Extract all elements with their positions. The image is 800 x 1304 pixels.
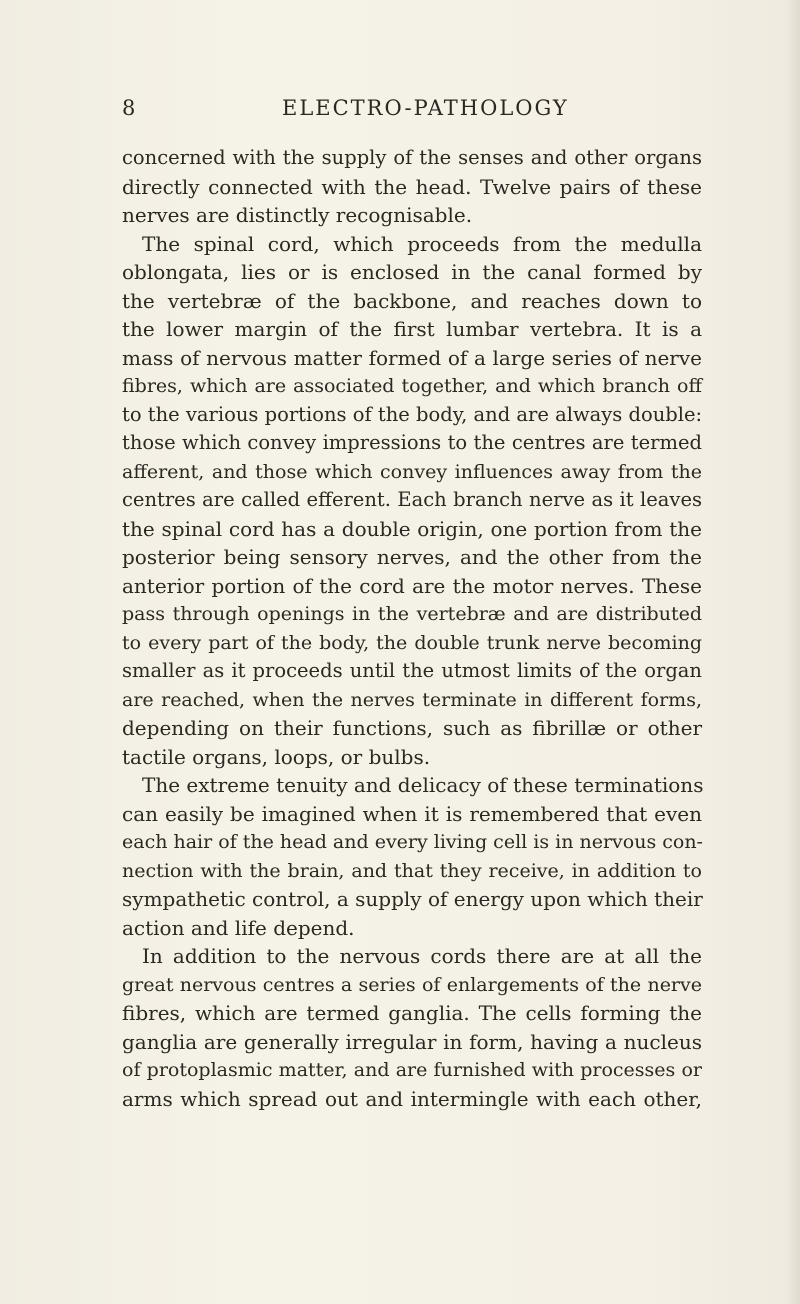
text-line: directly connected with the head. Twelve pairs of these — [122, 174, 702, 199]
text-line: those which convey impressions to the centres are termed — [122, 431, 702, 454]
text-line: mass of nervous matter formed of a large series of nerve — [122, 345, 702, 370]
running-head: ELECTRO-PATHOLOGY — [282, 96, 569, 120]
text-line: fibres, which are associated together, and which branch off — [122, 375, 702, 397]
text-line: The spinal cord, which proceeds from the medulla — [142, 231, 702, 256]
text-line: afferent, and those which convey influences away from the — [122, 460, 702, 483]
page-header — [122, 96, 702, 126]
text-line: oblongata, lies or is enclosed in the canal formed by — [122, 260, 702, 284]
text-line: posterior being sensory nerves, and the other from the — [122, 545, 702, 569]
text-line: each hair of the head and every living cell is in nervous con- — [122, 831, 703, 853]
text-line: the vertebræ of the backbone, and reaches down to — [122, 288, 702, 313]
text-line: nerves are distinctly recognisable. — [122, 203, 473, 227]
text-line: are reached, when the nerves terminate in different forms, — [122, 688, 702, 711]
text-line: arms which spread out and intermingle with each other, — [122, 1086, 702, 1111]
body-text — [122, 144, 702, 1113]
text-line: great nervous centres a series of enlargements of the nerve — [122, 973, 702, 996]
text-line: ganglia are generally irregular in form, having a nucleus — [122, 1029, 702, 1054]
text-line: anterior portion of the cord are the motor nerves. These — [122, 573, 702, 598]
text-line: nection with the brain, and that they receive, in addition to — [122, 859, 702, 882]
text-line: In addition to the nervous cords there are at all the — [142, 944, 702, 968]
text-line: can easily be imagined when it is remembered that even — [122, 801, 702, 826]
page-number: 8 — [122, 96, 136, 120]
text-line: the spinal cord has a double origin, one portion from the — [122, 516, 702, 541]
text-line: of protoplasmic matter, and are furnished with processes or — [122, 1059, 702, 1081]
text-line: concerned with the supply of the senses and other organs — [122, 146, 702, 169]
text-line: sympathetic control, a supply of energy upon which their — [122, 887, 703, 911]
text-line: The extreme tenuity and delicacy of these terminations — [142, 773, 704, 797]
text-line: smaller as it proceeds until the utmost limits of the organ — [122, 659, 702, 682]
text-line: centres are called efferent. Each branch nerve as it leaves — [122, 488, 702, 511]
text-line: action and life depend. — [122, 915, 355, 940]
text-line: tactile organs, loops, or bulbs. — [122, 744, 431, 769]
text-line: pass through openings in the vertebræ and are distributed — [122, 603, 702, 625]
text-line: the lower margin of the first lumbar vertebra. It is a — [122, 317, 702, 341]
text-line: to every part of the body, the double trunk nerve becoming — [122, 631, 702, 654]
text-line: depending on their functions, such as fibrillæ or other — [122, 716, 702, 740]
text-line: to the various portions of the body, and are always double: — [122, 402, 703, 426]
text-line: fibres, which are termed ganglia. The cells forming the — [122, 1001, 702, 1025]
page-edge-shadow — [786, 0, 800, 1304]
